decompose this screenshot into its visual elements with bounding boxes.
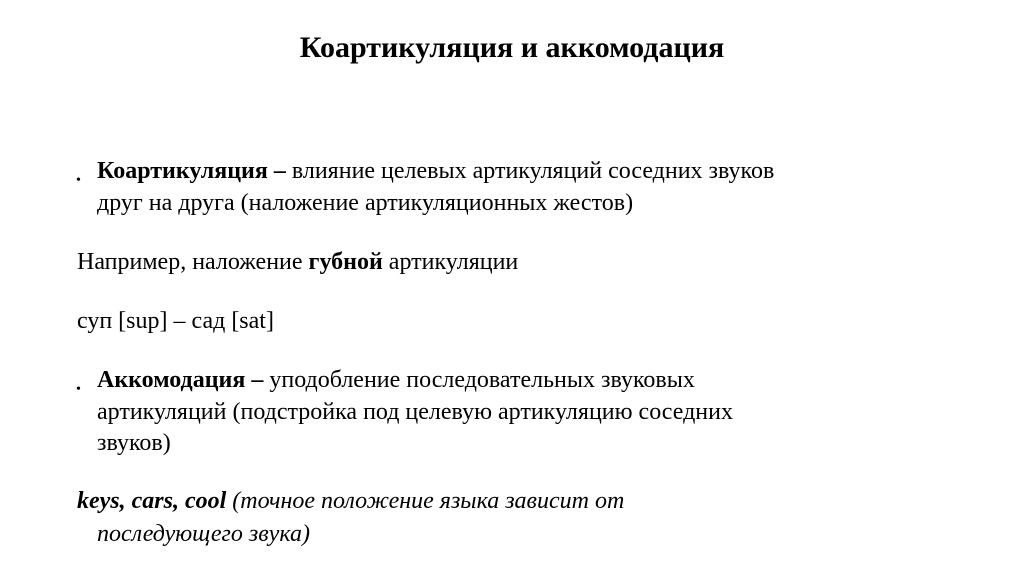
example-keys-cars-cool-line2 <box>97 519 310 550</box>
example-words-note-cont: последующего звука) <box>97 521 310 547</box>
accommodation-text: уподобление последовательных звуковых <box>263 367 695 393</box>
example-labial <box>77 247 518 278</box>
coarticulation-definition-line2: друг на друга (наложение артикуляционных жестов) <box>97 190 634 216</box>
bullet-dot: • <box>76 382 81 397</box>
accommodation-definition-line2: артикуляций (подстройка под целевую артикуляцию соседних <box>97 399 733 425</box>
example-labial-prefix: Например, наложение <box>77 249 309 275</box>
coarticulation-text: влияние целевых артикуляций соседних звуков <box>285 158 775 184</box>
example-labial-suffix: артикуляции <box>382 249 519 275</box>
accommodation-term: Аккомодация – <box>97 367 264 393</box>
coarticulation-term: Коартикуляция – <box>97 158 286 184</box>
accommodation-definition-line3: звуков) <box>97 430 171 456</box>
example-sup-sat: суп [sup] – сад [sat] <box>77 308 274 334</box>
example-labial-bold: губной <box>308 249 383 275</box>
example-words: keys, cars, cool <box>77 488 227 514</box>
bullet-dot: • <box>76 173 81 188</box>
coarticulation-definition-line1 <box>97 156 774 187</box>
example-words-note: (точное положение языка зависит от <box>226 488 625 514</box>
slide-title: Коартикуляция и аккомодация <box>299 31 725 64</box>
accommodation-definition-line1 <box>97 365 695 396</box>
example-keys-cars-cool-line1 <box>77 486 624 517</box>
